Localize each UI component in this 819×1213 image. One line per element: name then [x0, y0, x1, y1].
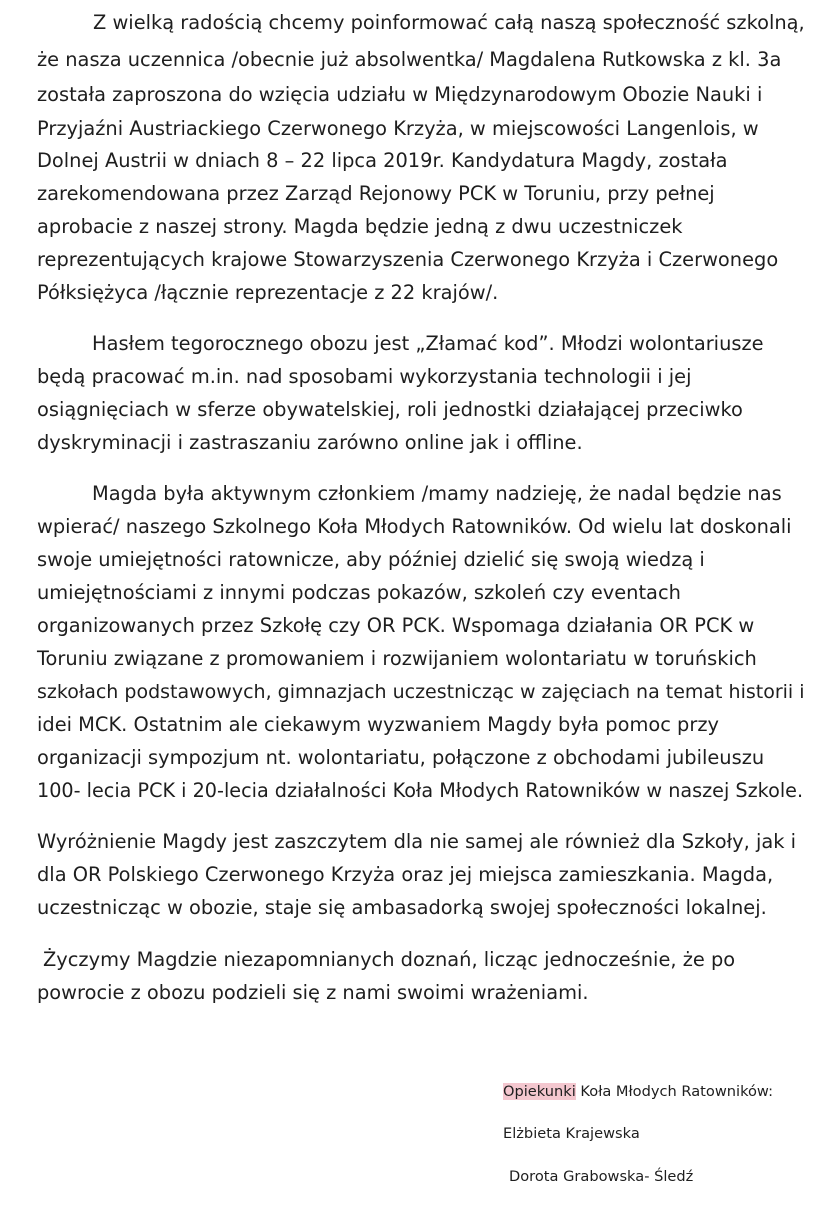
- paragraph-2-line-3: osiągnięciach w sferze obywatelskiej, roli jednostki działającej przeciwko: [37, 398, 743, 421]
- signature-name-1: Elżbieta Krajewska: [503, 1125, 640, 1142]
- paragraph-1-line-9: Półksiężyca /łącznie reprezentacje z 22 krajów/.: [37, 281, 499, 304]
- paragraph-5-line-2: powrocie z obozu podzieli się z nami swoimi wrażeniami.: [37, 981, 589, 1004]
- signature-name-2: Dorota Grabowska- Śledź: [509, 1168, 694, 1185]
- paragraph-3-line-8: idei MCK. Ostatnim ale ciekawym wyzwaniem Magdy była pomoc przy: [37, 713, 719, 736]
- paragraph-1-line-1: Z wielką radością chcemy poinformować całą naszą społeczność szkolną,: [93, 11, 805, 34]
- paragraph-3-line-4: umiejętnościami z innymi podczas pokazów, szkoleń czy eventach: [37, 581, 681, 604]
- paragraph-3-line-1: Magda była aktywnym członkiem /mamy nadzieję, że nadal będzie nas: [92, 482, 782, 505]
- paragraph-2-line-4: dyskryminacji i zastraszaniu zarówno online jak i offline.: [37, 431, 583, 454]
- paragraph-3-line-5: organizowanych przez Szkołę czy OR PCK. Wspomaga działania OR PCK w: [37, 614, 755, 637]
- paragraph-1-line-7: aprobacie z naszej strony. Magda będzie jedną z dwu uczestniczek: [37, 215, 683, 238]
- signature-title: [503, 1082, 773, 1102]
- paragraph-3-line-3: swoje umiejętności ratownicze, aby później dzielić się swoją wiedzą i: [37, 548, 705, 571]
- paragraph-3-line-10: 100- lecia PCK i 20-lecia działalności Koła Młodych Ratowników w naszej Szkole.: [37, 779, 804, 802]
- paragraph-4-line-3: uczestnicząc w obozie, staje się ambasadorką swojej społeczności lokalnej.: [37, 896, 767, 919]
- paragraph-3-line-6: Toruniu związane z promowaniem i rozwijaniem wolontariatu w toruńskich: [37, 647, 757, 670]
- paragraph-2-line-2: będą pracować m.in. nad sposobami wykorzystania technologii i jej: [37, 365, 692, 388]
- paragraph-2-line-1: Hasłem tegorocznego obozu jest „Złamać kod”. Młodzi wolontariusze: [92, 332, 764, 355]
- paragraph-1-line-5: Dolnej Austrii w dniach 8 – 22 lipca 2019r. Kandydatura Magdy, została: [37, 149, 728, 172]
- paragraph-3-line-2: wpierać/ naszego Szkolnego Koła Młodych Ratowników. Od wielu lat doskonali: [37, 515, 792, 538]
- paragraph-3-line-9: organizacji sympozjum nt. wolontariatu, połączone z obchodami jubileuszu: [37, 746, 765, 769]
- paragraph-1-line-8: reprezentujących krajowe Stowarzyszenia Czerwonego Krzyża i Czerwonego: [37, 248, 779, 271]
- paragraph-1-line-2: że nasza uczennica /obecnie już absolwentka/ Magdalena Rutkowska z kl. 3a: [37, 48, 782, 71]
- signature-title-rest: Koła Młodych Ratowników:: [575, 1083, 773, 1100]
- paragraph-1-line-6: zarekomendowana przez Zarząd Rejonowy PCK w Toruniu, przy pełnej: [37, 182, 715, 205]
- signature-title-highlight: Opiekunki: [503, 1083, 576, 1100]
- paragraph-1-line-3: została zaproszona do wzięcia udziału w Międzynarodowym Obozie Nauki i: [37, 83, 763, 106]
- paragraph-1-line-4: Przyjaźni Austriackiego Czerwonego Krzyża, w miejscowości Langenlois, w: [37, 117, 759, 140]
- paragraph-5-line-1: Życzymy Magdzie niezapomnianych doznań, licząc jednocześnie, że po: [43, 948, 736, 971]
- paragraph-4-line-2: dla OR Polskiego Czerwonego Krzyża oraz jej miejsca zamieszkania. Magda,: [37, 863, 774, 886]
- paragraph-4-line-1: Wyróżnienie Magdy jest zaszczytem dla nie samej ale również dla Szkoły, jak i: [37, 830, 797, 853]
- paragraph-3-line-7: szkołach podstawowych, gimnazjach uczestnicząc w zajęciach na temat historii i: [37, 681, 805, 703]
